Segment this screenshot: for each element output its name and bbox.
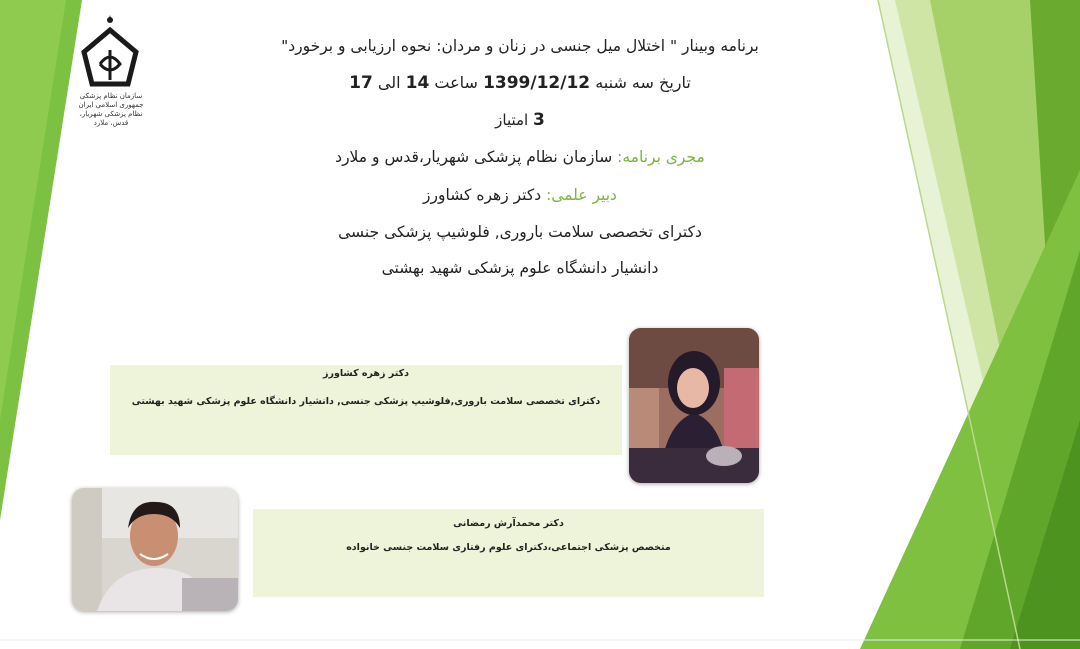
logo-caption-line2: نظام پزشکی شهریار، قدس، ملارد [79,110,143,127]
speaker-2-portrait [72,488,238,611]
secretary-degree: دکترای تخصصی سلامت باروری, فلوشیپ پزشکی جنسی [338,223,702,241]
start-hour: 14 [405,73,430,93]
speaker-box-2 [253,509,764,597]
speaker-box-1 [110,365,622,455]
logo-caption [70,92,152,128]
scientific-secretary-line [240,176,800,214]
time-label: ساعت [434,73,478,92]
points-label: امتیاز [495,111,529,129]
date-time-line [240,64,800,102]
scientific-secretary-label: دبیر علمی: [546,186,617,204]
points-line [240,102,800,138]
speaker-2-name: دکتر محمدآرش رمضانی [453,518,564,529]
organizer-value: سازمان نظام پزشکی شهریار،قدس و ملارد [335,148,613,166]
date-prefix: تاریخ سه شنبه [595,73,691,92]
speaker-2-photo [72,488,238,611]
points-value: 3 [533,110,545,130]
speaker-1-portrait [629,328,759,483]
speaker-1-description: دکترای تخصصی سلامت باروری,فلوشیپ پزشکی جنسی, دانشیار دانشگاه علوم پزشکی شهید بهشتی [131,396,601,407]
speaker-2-description: متخصص پزشکی اجتماعی،دکترای علوم رفتاری سلامت جنسی خانواده [346,542,671,553]
end-hour: 17 [349,73,373,93]
organizer-label: مجری برنامه: [617,148,705,166]
secretary-affiliation: دانشیار دانشگاه علوم پزشکی شهید بهشتی [381,259,659,277]
program-header [240,28,800,286]
logo-caption-line1: سازمان نظام پزشکی جمهوری اسلامی ایران [78,92,144,109]
speaker-1-name: دکتر زهره کشاورز [323,368,409,379]
date-value: 1399/12/12 [483,73,591,93]
until-label: الی [377,73,401,92]
scientific-secretary-value: دکتر زهره کشاورز [423,186,542,204]
organizer-line [240,138,800,176]
speaker-1-photo [629,328,759,483]
webinar-title: برنامه وبینار " اختلال میل جنسی در زنان و مردان: نحوه ارزیابی و برخورد" [281,37,759,55]
left-green-wedge-inner [0,0,66,420]
